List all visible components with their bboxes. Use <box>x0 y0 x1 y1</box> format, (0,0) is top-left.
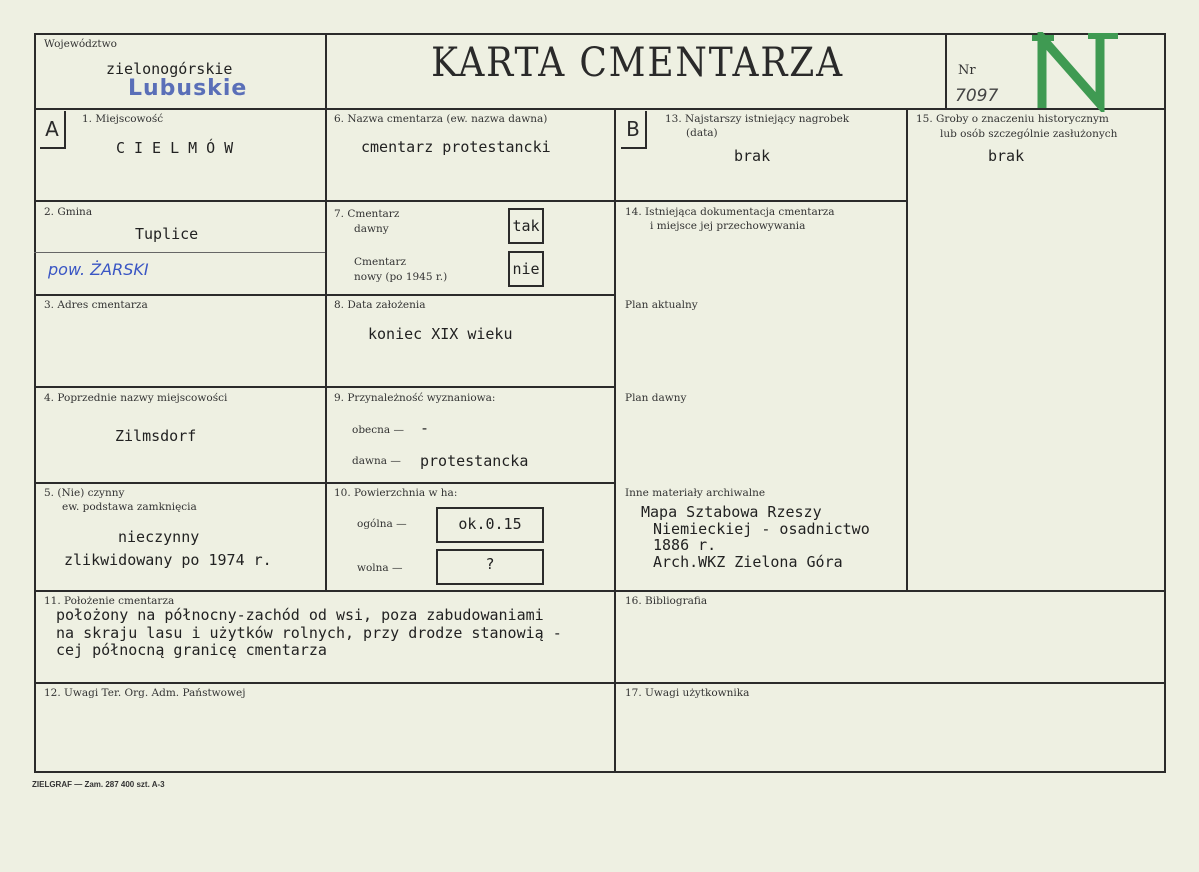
field-6-label: 6. Nazwa cmentarza (ew. nazwa dawna) <box>334 113 548 125</box>
col-divider-1 <box>325 108 327 591</box>
field-5-value-1: nieczynny <box>118 528 200 546</box>
field-11-line-3: cej północną granicę cmentarza <box>56 641 327 659</box>
field-11-label: 11. Położenie cmentarza <box>44 595 175 607</box>
field-14-sub: i miejsce jej przechowywania <box>650 220 806 232</box>
inne-line-2: Niemieckiej - osadnictwo <box>653 520 870 538</box>
nr-value: 7097 <box>955 86 999 106</box>
field-11-line-1: położony na północny-zachód od wsi, poza zabudowaniami <box>56 606 544 624</box>
inne-line-3: 1886 r. <box>653 536 717 554</box>
field-9-label: 9. Przynależność wyznaniowa: <box>334 392 496 404</box>
inne-line-4: Arch.WKZ Zielona Góra <box>653 553 843 571</box>
row-line-left-2 <box>34 294 616 296</box>
field-10-wolna: wolna — <box>357 562 403 574</box>
field-5-value-2: zlikwidowany po 1974 r. <box>64 551 272 569</box>
field-2-label: 2. Gmina <box>44 206 93 218</box>
field-6-value: cmentarz protestancki <box>361 138 551 156</box>
field-7-dawny: dawny <box>354 223 389 235</box>
field-11-line-2: na skraju lasu i użytków rolnych, przy drodze stanowią - <box>56 624 562 642</box>
field-3-label: 3. Adres cmentarza <box>44 299 148 311</box>
inne-line-1: Mapa Sztabowa Rzeszy <box>641 503 822 521</box>
field-7-nie-box: nie <box>508 251 544 287</box>
field-9-obecna: obecna — <box>352 424 404 436</box>
field-9-dawna-value: protestancka <box>420 452 529 470</box>
field-15-sub: lub osób szczególnie zasłużonych <box>940 128 1118 140</box>
field-10-ogolna-box: ok.0.15 <box>436 507 544 543</box>
row-line-left-3 <box>34 386 616 388</box>
field-13-label: 13. Najstarszy istniejący nagrobek <box>665 113 850 125</box>
frame-left <box>34 33 36 773</box>
field-7-tak-box: tak <box>508 208 544 244</box>
field-9-dawna: dawna — <box>352 455 401 467</box>
wojewodztwo-stamp: Lubuskie <box>128 76 248 101</box>
wojewodztwo-value: zielonogórskie <box>106 60 233 78</box>
header-bottom <box>34 108 1166 110</box>
field-14-label: 14. Istniejąca dokumentacja cmentarza <box>625 206 835 218</box>
row-line-left-4 <box>34 482 616 484</box>
plan-aktualny-label: Plan aktualny <box>625 299 698 311</box>
section-b-tag: B <box>621 111 647 149</box>
field-9-obecna-value: - <box>420 419 430 437</box>
category-letter-n <box>1030 32 1120 112</box>
card-title: KARTA CMENTARZA <box>431 40 844 86</box>
field-5-sub: ew. podstawa zamknięcia <box>62 501 197 513</box>
nr-label: Nr <box>958 63 976 78</box>
field-4-label: 4. Poprzednie nazwy miejscowości <box>44 392 228 404</box>
field-7-label: 7. Cmentarz <box>334 208 400 220</box>
field-13-sub: (data) <box>686 127 718 139</box>
field-8-label: 8. Data założenia <box>334 299 426 311</box>
field-10-ogolna: ogólna — <box>357 518 407 530</box>
plan-dawny-label: Plan dawny <box>625 392 687 404</box>
section-a-tag: A <box>40 111 66 149</box>
field-15-value: brak <box>988 147 1025 165</box>
wojewodztwo-label: Województwo <box>44 38 117 50</box>
row-line-full-1 <box>34 590 1166 592</box>
field-15-label: 15. Groby o znaczeniu historycznym <box>916 113 1109 125</box>
field-10-label: 10. Powierzchnia w ha: <box>334 487 458 499</box>
frame-bottom <box>34 771 1166 773</box>
field-4-value: Zilmsdorf <box>115 427 197 445</box>
row-line-left-1 <box>34 200 616 202</box>
printer-footer: ZIELGRAF — Zam. 287 400 szt. A-3 <box>32 780 165 789</box>
field-1-label: 1. Miejscowość <box>82 113 164 125</box>
header-divider-2 <box>945 33 947 109</box>
row-line-b-1 <box>614 200 908 202</box>
frame-top <box>34 33 1166 35</box>
field-16-label: 16. Bibliografia <box>625 595 708 607</box>
field-7-cmentarz-2: Cmentarz <box>354 256 406 268</box>
field-8-value: koniec XIX wieku <box>368 325 513 343</box>
field-12-label: 12. Uwagi Ter. Org. Adm. Państwowej <box>44 687 246 699</box>
col-divider-2 <box>614 108 616 773</box>
row-line-full-2 <box>34 682 1166 684</box>
field-1-value: CIELMÓW <box>116 139 243 157</box>
field-2-pow: pow. ŻARSKI <box>48 260 149 279</box>
field-5-label: 5. (Nie) czynny <box>44 487 125 499</box>
inne-materialy-label: Inne materiały archiwalne <box>625 487 766 499</box>
frame-right <box>1164 33 1166 773</box>
field-10-wolna-box: ? <box>436 549 544 585</box>
field-13-value: brak <box>734 147 771 165</box>
field-2-value: Tuplice <box>135 225 199 243</box>
field-17-label: 17. Uwagi użytkownika <box>625 687 750 699</box>
header-divider-1 <box>325 33 327 109</box>
row-line-gmina <box>34 252 325 253</box>
col-divider-3 <box>906 108 908 591</box>
field-7-nowy: nowy (po 1945 r.) <box>354 271 448 283</box>
